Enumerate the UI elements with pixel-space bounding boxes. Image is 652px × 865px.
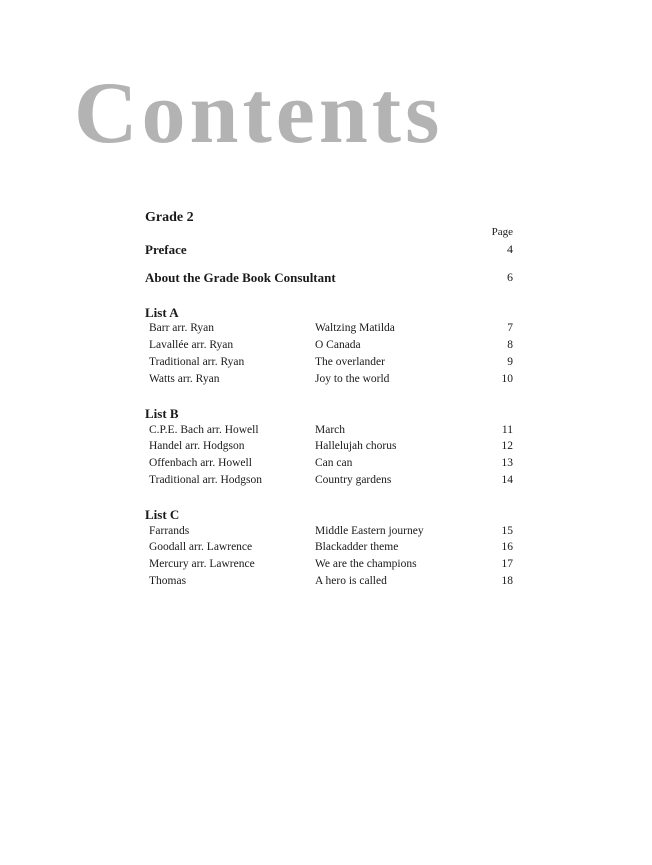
toc-row[interactable]	[149, 440, 513, 456]
piece-title: Middle Eastern journey	[315, 525, 424, 537]
toc-row[interactable]	[149, 541, 513, 557]
toc-row[interactable]	[149, 424, 513, 440]
entry-label: About the Grade Book Consultant	[145, 270, 336, 285]
piece-title: We are the champions	[315, 558, 417, 570]
piece-title: The overlander	[315, 356, 385, 368]
page-column-label: Page	[491, 226, 513, 238]
toc-row[interactable]	[149, 474, 513, 490]
entry-page: 6	[507, 270, 513, 284]
piece-title: March	[315, 424, 346, 436]
page-number: 12	[501, 440, 513, 452]
composer: Traditional arr. Hodgson	[149, 474, 262, 486]
piece-title: Blackadder theme	[315, 541, 399, 553]
piece-title: Hallelujah chorus	[315, 440, 397, 452]
list-c-heading: List C	[145, 507, 180, 522]
page-number: 7	[507, 322, 513, 334]
composer: Offenbach arr. Howell	[149, 457, 252, 469]
composer: Thomas	[149, 575, 187, 587]
page-number: 13	[501, 457, 513, 469]
composer: Traditional arr. Ryan	[149, 356, 245, 368]
piece-title: Can can	[315, 457, 353, 469]
list-a-heading: List A	[145, 305, 179, 320]
composer: C.P.E. Bach arr. Howell	[149, 424, 259, 436]
piece-title: Waltzing Matilda	[315, 322, 395, 334]
composer: Watts arr. Ryan	[149, 373, 220, 385]
toc-row[interactable]	[149, 575, 513, 591]
page-title: Contents	[74, 65, 444, 162]
entry-page: 4	[507, 242, 513, 256]
composer: Farrands	[149, 525, 190, 537]
piece-title: Country gardens	[315, 474, 392, 486]
page-number: 16	[501, 541, 513, 553]
toc-row[interactable]	[149, 558, 513, 574]
page-number: 18	[501, 575, 513, 587]
toc-row[interactable]	[149, 457, 513, 473]
piece-title: Joy to the world	[315, 373, 390, 385]
page-number: 9	[507, 356, 513, 368]
composer: Mercury arr. Lawrence	[149, 558, 255, 570]
toc-row[interactable]	[149, 525, 513, 541]
toc-row[interactable]	[149, 356, 513, 372]
page-number: 17	[501, 558, 513, 570]
page-number: 14	[501, 474, 513, 486]
page-number: 15	[501, 525, 513, 537]
toc-entry-consultant[interactable]	[145, 270, 513, 286]
toc-entry-preface[interactable]	[145, 242, 513, 258]
composer: Barr arr. Ryan	[149, 322, 215, 334]
toc-row[interactable]	[149, 322, 513, 338]
toc-row[interactable]	[149, 339, 513, 355]
grade-heading: Grade 2	[145, 210, 194, 225]
page-number: 10	[501, 373, 513, 385]
piece-title: A hero is called	[315, 575, 387, 587]
composer: Goodall arr. Lawrence	[149, 541, 253, 553]
piece-title: O Canada	[315, 339, 361, 351]
composer: Handel arr. Hodgson	[149, 440, 245, 452]
page-number: 11	[501, 424, 513, 436]
entry-label: Preface	[145, 242, 187, 257]
toc-row[interactable]	[149, 373, 513, 389]
list-b-heading: List B	[145, 406, 179, 421]
composer: Lavallée arr. Ryan	[149, 339, 234, 351]
page-number: 8	[507, 339, 513, 351]
